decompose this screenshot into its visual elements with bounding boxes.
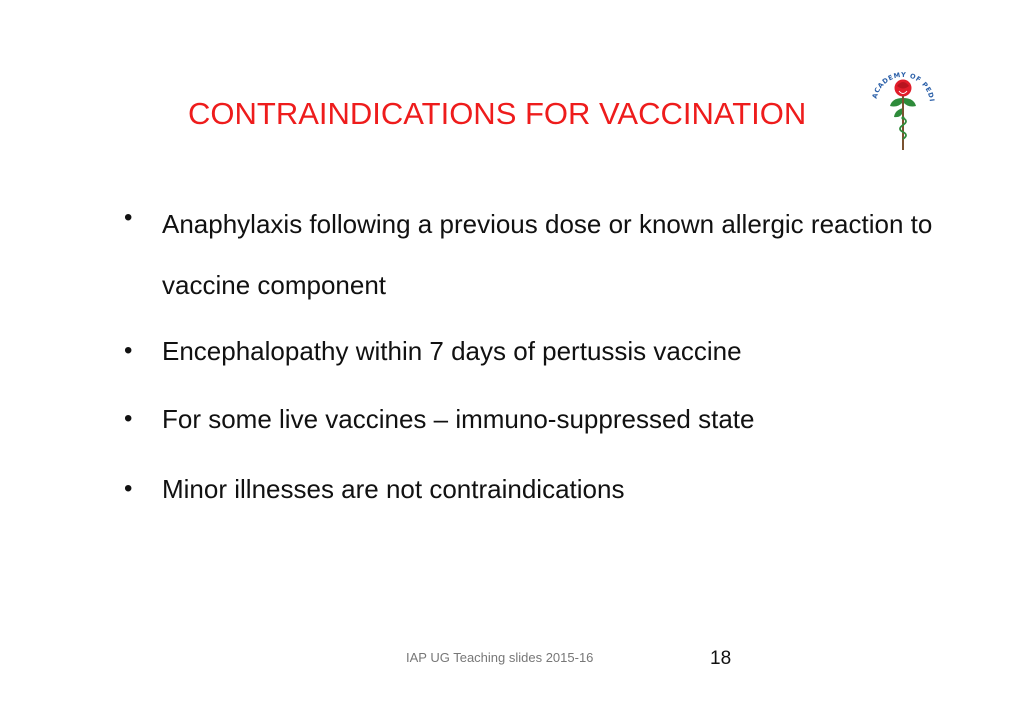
list-item: [124, 400, 984, 438]
iap-logo-icon: [864, 58, 942, 154]
bullet-text: Anaphylaxis following a previous dose or known allergic reaction to vaccine component: [162, 209, 933, 300]
bullet-icon: •: [124, 204, 133, 231]
bullet-text: For some live vaccines – immuno-suppressed state: [162, 404, 755, 434]
list-item: [124, 332, 984, 370]
page-number: 18: [710, 648, 732, 669]
bullet-icon: •: [124, 475, 133, 502]
footer-text: IAP UG Teaching slides 2015-16: [406, 650, 594, 665]
bullet-icon: •: [124, 337, 133, 364]
list-item: [124, 194, 984, 316]
bullet-text: Encephalopathy within 7 days of pertussis vaccine: [162, 336, 742, 366]
bullet-text: Minor illnesses are not contraindications: [162, 474, 625, 504]
bullet-icon: •: [124, 405, 133, 432]
slide-title: CONTRAINDICATIONS FOR VACCINATION: [188, 96, 807, 131]
svg-text:INDIAN ACADEMY OF PEDIATRICS: ACADEMY OF PEDI: [870, 70, 936, 103]
list-item: [124, 470, 984, 508]
bullet-list: [124, 200, 984, 508]
